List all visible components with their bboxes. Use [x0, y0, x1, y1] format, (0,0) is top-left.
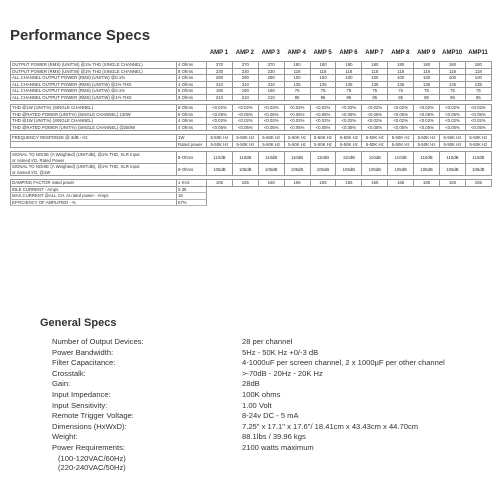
amp-7-value: 110dB: [362, 152, 388, 164]
spec-condition: 8 Ohms: [177, 68, 207, 75]
amp-6-value: 5-50K Hz: [336, 141, 362, 148]
amp-1-value: 230: [207, 68, 233, 75]
amp-5-value: <0.02%: [310, 118, 336, 125]
amp-11-value: 75: [465, 88, 491, 95]
spec-label-line: OUTPUT POWER (RMS) (UNIT:W) @1% THD (SINGLE CHANNEL): [12, 68, 143, 74]
general-spec-value: 2100 watts maximum: [242, 442, 314, 452]
spec-label-line: ALL CHANNEL OUTPUT POWER (RMS) (UNIT:W) @1% THD: [12, 94, 132, 100]
amp-2-value: <0.02%: [232, 105, 258, 112]
table-row: [11, 152, 492, 164]
amp-9-value: 135: [414, 81, 440, 88]
spec-condition: 8 Ohms: [177, 88, 207, 95]
amp-header-2: AMP 2: [235, 50, 254, 56]
amp-7-value: 180: [362, 62, 388, 69]
general-spec-row: [52, 443, 492, 454]
general-spec-row: [52, 432, 492, 443]
amp-9-value: <0.05%: [414, 111, 440, 118]
general-spec-label: Dimensions (HxWxD):: [52, 421, 127, 431]
spec-condition: 4 Ohms: [177, 118, 207, 125]
amp-5-value: <0.05%: [310, 111, 336, 118]
amp-8-value: <0.05%: [388, 124, 414, 131]
amp-6-value: 118: [336, 68, 362, 75]
amp-4-value: 5-50K Hz: [284, 135, 310, 142]
amp-9-value: 100: [414, 75, 440, 82]
amp-9-value: 180: [414, 62, 440, 69]
amp-11-value: 135: [465, 81, 491, 88]
amp-11-value: <0.02%: [465, 118, 491, 125]
amp-4-value: <0.05%: [284, 124, 310, 131]
amp-3-value: 5-50K Hz: [258, 141, 284, 148]
spec-condition: 8 Ohms: [177, 105, 207, 112]
amp-11-value: 5-50K Hz: [465, 135, 491, 142]
spec-label-line: THD @RATED POWER (UNIT:%) (SINGLE CHANNEL) @250W: [12, 124, 135, 130]
general-spec-label: Power Requirements:: [52, 442, 126, 452]
amp-10-value: 5-50K Hz: [440, 135, 466, 142]
amp-5-value: 135: [310, 81, 336, 88]
general-spec-label: Input Impedance:: [52, 389, 111, 399]
amp-10-value: <0.02%: [440, 105, 466, 112]
amp-2-value: 230: [232, 68, 258, 75]
general-spec-value: 88.1lbs / 39.96 kgs: [242, 432, 306, 442]
amp-11-value: <0.02%: [465, 105, 491, 112]
amp-7-value: 165: [362, 180, 388, 187]
amp-7-value: <0.05%: [362, 124, 388, 131]
general-spec-value: 7.25" x 17.1" x 17.6"/ 18.41cm x 43.43cm x 44.70cm: [242, 421, 419, 431]
amp-1-value: <0.05%: [207, 111, 233, 118]
amp-3-value: <0.05%: [258, 124, 284, 131]
amp-10-value: 5-50K Hz: [440, 141, 466, 148]
amp-8-value: 75: [388, 88, 414, 95]
amp-2-value: 370: [232, 62, 258, 69]
amp-7-value: 100: [362, 75, 388, 82]
spec-condition: 1 KHz: [177, 180, 207, 187]
amp-5-value: <0.05%: [310, 124, 336, 131]
amp-11-value: 118: [465, 68, 491, 75]
spec-condition: 4 Ohms: [177, 62, 207, 69]
amp-9-value: 75: [414, 88, 440, 95]
amp-10-value: 75: [440, 88, 466, 95]
amp-10-value: 100: [440, 75, 466, 82]
spec-condition: 4 Ohms: [177, 124, 207, 131]
amp-8-value: 5-50K Hz: [388, 141, 414, 148]
general-spec-row: [52, 411, 492, 422]
amp-2-value: 165: [232, 180, 258, 187]
amp-5-value: 180: [310, 62, 336, 69]
amp-6-value: <0.05%: [336, 111, 362, 118]
amp-6-value: 85: [336, 94, 362, 101]
amp-9-value: <0.02%: [414, 118, 440, 125]
spec-condition: 1W: [177, 135, 207, 142]
amp-1-value: 210: [207, 94, 233, 101]
amp-8-value: 5-50K Hz: [388, 135, 414, 142]
amp-header-10: AMP10: [442, 50, 463, 56]
general-spec-label: Weight:: [52, 432, 78, 442]
amp-6-value: 5-50K Hz: [336, 135, 362, 142]
general-spec-row: [52, 401, 492, 412]
amp-3-value: <0.02%: [258, 105, 284, 112]
amp-1-value: 290: [207, 75, 233, 82]
amp-3-value: 310: [258, 81, 284, 88]
amp-4-value: 110dB: [284, 152, 310, 164]
general-spec-label: Crosstalk:: [52, 368, 86, 378]
amp-2-value: 105dB: [232, 164, 258, 176]
general-spec-label: Input Sensitivity:: [52, 400, 108, 410]
amp-9-value: 85: [414, 94, 440, 101]
spec-label: [11, 164, 177, 176]
amp-7-value: 5-50K Hz: [362, 135, 388, 142]
amp-10-value: 180: [440, 62, 466, 69]
spec-condition: 8-Ohms: [177, 152, 207, 164]
table-row: [11, 118, 492, 125]
amp-3-value: 165: [258, 180, 284, 187]
amp-9-value: 5-50K Hz: [414, 135, 440, 142]
amp-4-value: 118: [284, 68, 310, 75]
amp-column-headers: [206, 50, 491, 56]
amp-8-value: 100: [388, 75, 414, 82]
amp-header-9: AMP 9: [417, 50, 436, 56]
spec-label-line: THD @1W (UNIT:%) (SINGLE CHANNEL): [12, 105, 93, 110]
amp-2-value: 5-50K Hz: [232, 135, 258, 142]
performance-specs-table: [10, 61, 492, 206]
amp-8-value: <0.02%: [388, 105, 414, 112]
spec-label-line: THD @1W (UNIT:%) (SINGLE CHANNEL): [12, 118, 93, 123]
general-spec-row: [52, 348, 492, 359]
general-spec-value: >-70dB - 20Hz - 20K Hz: [242, 368, 323, 378]
amp-2-value: 190: [232, 88, 258, 95]
spec-condition: 8 Ohms: [177, 94, 207, 101]
amp-6-value: 105dB: [336, 164, 362, 176]
amp-11-value: 100: [465, 75, 491, 82]
amp-10-value: <0.05%: [440, 111, 466, 118]
amp-5-value: 100: [310, 75, 336, 82]
general-spec-row: [52, 422, 492, 433]
amp-1-value: 310: [207, 81, 233, 88]
amp-5-value: 85: [310, 94, 336, 101]
amp-9-value: <0.02%: [414, 105, 440, 112]
amp-8-value: 118: [388, 68, 414, 75]
spec-label-line: FREQUENCY RESPONSE @-3dB - Hz: [12, 135, 88, 140]
amp-1-value: 105dB: [207, 164, 233, 176]
amp-11-value: 105dB: [465, 164, 491, 176]
amp-2-value: 210: [232, 94, 258, 101]
amp-header-7: AMP 7: [365, 50, 384, 56]
general-spec-label: Filter Capacitance:: [52, 358, 116, 368]
amp-8-value: <0.05%: [388, 111, 414, 118]
amp-10-value: 118: [440, 68, 466, 75]
amp-11-value: <0.05%: [465, 111, 491, 118]
amp-11-value: 110dB: [465, 152, 491, 164]
table-row: [11, 105, 492, 112]
table-row: [11, 124, 492, 131]
general-spec-label: Remote Trigger Voltage:: [52, 411, 134, 421]
general-spec-row: [52, 390, 492, 401]
spec-condition: 8 Ohms: [177, 111, 207, 118]
table-row: [11, 164, 492, 176]
amp-3-value: 290: [258, 75, 284, 82]
general-spec-value: 8-24v DC - 5 mA: [242, 411, 299, 421]
amp-2-value: 5-50K Hz: [232, 141, 258, 148]
power-requirement-option: (100-120VAC/60Hz): [58, 453, 126, 463]
amp-3-value: 105dB: [258, 164, 284, 176]
amp-2-value: <0.02%: [232, 118, 258, 125]
amp-1-value: 5-50K Hz: [207, 141, 233, 148]
amp-4-value: 85: [284, 94, 310, 101]
amp-11-value: 85: [465, 94, 491, 101]
amp-11-value: 165: [465, 180, 491, 187]
amp-3-value: 110dB: [258, 152, 284, 164]
amp-8-value: <0.02%: [388, 118, 414, 125]
amp-1-value: 5-50K Hz: [207, 135, 233, 142]
amp-1-value: 370: [207, 62, 233, 69]
amp-3-value: <0.02%: [258, 118, 284, 125]
amp-5-value: 75: [310, 88, 336, 95]
amp-7-value: 75: [362, 88, 388, 95]
amp-11-value: 5-50K Hz: [465, 141, 491, 148]
general-spec-label: Gain:: [52, 379, 71, 389]
amp-2-value: 290: [232, 75, 258, 82]
amp-10-value: <0.02%: [440, 118, 466, 125]
amp-6-value: 135: [336, 81, 362, 88]
amp-1-value: <0.02%: [207, 105, 233, 112]
amp-9-value: <0.05%: [414, 124, 440, 131]
amp-8-value: 165: [388, 180, 414, 187]
spec-label-line: SIGNAL TO NOISE (A Weighted) (UNIT:dB), @1% THD, XLR Input: [12, 152, 140, 157]
amp-1-value: 110dB: [207, 152, 233, 164]
amp-2-value: <0.05%: [232, 124, 258, 131]
amp-7-value: 118: [362, 68, 388, 75]
spec-condition: 67%: [177, 199, 207, 206]
amp-3-value: 210: [258, 94, 284, 101]
amp-3-value: 5-50K Hz: [258, 135, 284, 142]
amp-6-value: 75: [336, 88, 362, 95]
general-specs-list: [52, 337, 492, 473]
amp-11-value: 180: [465, 62, 491, 69]
performance-specs-title: Performance Specs: [10, 27, 151, 44]
amp-1-value: 165: [207, 180, 233, 187]
general-spec-label: Number of Output Devices:: [52, 337, 144, 346]
amp-1-value: 190: [207, 88, 233, 95]
amp-2-value: <0.05%: [232, 111, 258, 118]
spec-label-line: IDLE CURRENT - Amps: [12, 186, 59, 192]
general-specs-title: General Specs: [40, 317, 117, 329]
amp-7-value: 85: [362, 94, 388, 101]
general-spec-row: [52, 379, 492, 390]
table-row: [11, 135, 492, 142]
amp-6-value: <0.05%: [336, 124, 362, 131]
spec-label-line: THD @RATED POWER (UNIT:%) (SINGLE CHANNEL) 130W: [12, 111, 131, 117]
amp-6-value: 110dB: [336, 152, 362, 164]
spec-condition: 4 Ohms: [177, 75, 207, 82]
amp-10-value: 110dB: [440, 152, 466, 164]
amp-3-value: 190: [258, 88, 284, 95]
general-spec-value: 5Hz - 50K Hz +0/-3 dB: [242, 347, 319, 357]
general-spec-row: [52, 358, 492, 369]
amp-4-value: 180: [284, 62, 310, 69]
amp-header-8: AMP 8: [391, 50, 410, 56]
amp-2-value: 310: [232, 81, 258, 88]
amp-1-value: <0.02%: [207, 118, 233, 125]
general-spec-row: [52, 337, 492, 348]
spec-label: [11, 199, 177, 206]
spec-condition: Rated power: [177, 141, 207, 148]
amp-6-value: <0.02%: [336, 118, 362, 125]
amp-7-value: 5-50K Hz: [362, 141, 388, 148]
table-row: [11, 199, 492, 206]
table-row: [11, 111, 492, 118]
amp-header-6: AMP 6: [339, 50, 358, 56]
amp-7-value: <0.05%: [362, 111, 388, 118]
amp-4-value: 165: [284, 180, 310, 187]
amp-4-value: 5-50K Hz: [284, 141, 310, 148]
amp-4-value: 75: [284, 88, 310, 95]
amp-5-value: 105dB: [310, 164, 336, 176]
general-spec-value: 28dB: [242, 379, 260, 389]
amp-5-value: 165: [310, 180, 336, 187]
amp-5-value: 110dB: [310, 152, 336, 164]
amp-10-value: 85: [440, 94, 466, 101]
spec-condition: 18: [177, 193, 207, 200]
amp-11-value: <0.05%: [465, 124, 491, 131]
amp-8-value: 85: [388, 94, 414, 101]
amp-5-value: 5-50K Hz: [310, 141, 336, 148]
amp-9-value: 105dB: [414, 164, 440, 176]
empty-cell: [207, 199, 492, 206]
amp-7-value: <0.02%: [362, 105, 388, 112]
spec-label-line: SIGNAL TO NOISE (A Weighted) (UNIT:dB), @1% THD, XLR Input: [12, 164, 140, 169]
amp-8-value: 110dB: [388, 152, 414, 164]
amp-8-value: 135: [388, 81, 414, 88]
general-spec-value: 4-1000uF per screen channel, 2 x 1000µF per other channel: [242, 358, 445, 368]
amp-3-value: 230: [258, 68, 284, 75]
amp-header-11: AMP11: [468, 50, 488, 56]
spec-condition: 4 Ohms: [177, 81, 207, 88]
spec-label-line-2: or named I/O, Rated Power: [12, 157, 65, 163]
amp-4-value: 100: [284, 75, 310, 82]
amp-3-value: 370: [258, 62, 284, 69]
amp-4-value: 135: [284, 81, 310, 88]
spec-condition: 8-Ohms: [177, 164, 207, 176]
spec-label-line: DAMPING FACTOR rated power: [12, 180, 75, 185]
amp-1-value: <0.05%: [207, 124, 233, 131]
spec-label-line: ALL CHANNEL OUTPUT POWER (RMS) (UNIT:W) @0.1%: [12, 88, 126, 93]
amp-5-value: <0.02%: [310, 105, 336, 112]
amp-7-value: 135: [362, 81, 388, 88]
amp-7-value: <0.02%: [362, 118, 388, 125]
amp-7-value: 105dB: [362, 164, 388, 176]
spec-label-line: MAX.CURRENT @ALL CH. At rated power - Amps: [12, 193, 109, 198]
amp-6-value: 100: [336, 75, 362, 82]
amp-8-value: 180: [388, 62, 414, 69]
amp-header-1: AMP 1: [209, 50, 229, 56]
spec-label-line: ALL CHANNEL OUTPUT POWER (RMS) (UNIT:W) @1% THD: [12, 81, 132, 87]
amp-6-value: 165: [336, 180, 362, 187]
amp-header-5: AMP 5: [313, 50, 332, 56]
general-spec-value: 1.00 Volt: [242, 400, 272, 410]
spec-label-line: ALL CHANNEL OUTPUT POWER (RMS) (UNIT:W) @0.1%: [12, 75, 126, 80]
amp-3-value: <0.05%: [258, 111, 284, 118]
general-spec-label: Power Bandwidth:: [52, 347, 114, 357]
spec-label: [11, 152, 177, 164]
spec-label-line: OUTPUT POWER (RMS) (UNIT:W) @1% THD (SINGLE CHANNEL): [12, 62, 143, 67]
amp-6-value: <0.02%: [336, 105, 362, 112]
amp-8-value: 105dB: [388, 164, 414, 176]
amp-header-4: AMP 4: [287, 50, 306, 56]
amp-5-value: 118: [310, 68, 336, 75]
amp-9-value: 5-50K Hz: [414, 141, 440, 148]
amp-2-value: 110dB: [232, 152, 258, 164]
amp-9-value: 110dB: [414, 152, 440, 164]
amp-header-3: AMP 3: [261, 50, 280, 56]
amp-4-value: <0.02%: [284, 118, 310, 125]
general-spec-value: 100K ohms: [242, 389, 281, 399]
amp-10-value: <0.05%: [440, 124, 466, 131]
spec-condition: 0.35: [177, 186, 207, 193]
amp-6-value: 180: [336, 62, 362, 69]
amp-9-value: 118: [414, 68, 440, 75]
amp-9-value: 165: [414, 180, 440, 187]
amp-4-value: <0.05%: [284, 111, 310, 118]
amp-4-value: 105dB: [284, 164, 310, 176]
general-spec-row: [52, 369, 492, 380]
spec-label-line-2: or named I/O, @1W: [12, 169, 51, 175]
amp-10-value: 105dB: [440, 164, 466, 176]
power-requirement-option: (220-240VAC/50Hz): [58, 463, 126, 473]
amp-4-value: <0.02%: [284, 105, 310, 112]
spec-label-line: EFFICIENCY OF AMPLIFIER - %: [12, 199, 76, 205]
amp-10-value: 165: [440, 180, 466, 187]
general-spec-value: 28 per channel: [242, 337, 293, 346]
amp-5-value: 5-50K Hz: [310, 135, 336, 142]
amp-10-value: 135: [440, 81, 466, 88]
